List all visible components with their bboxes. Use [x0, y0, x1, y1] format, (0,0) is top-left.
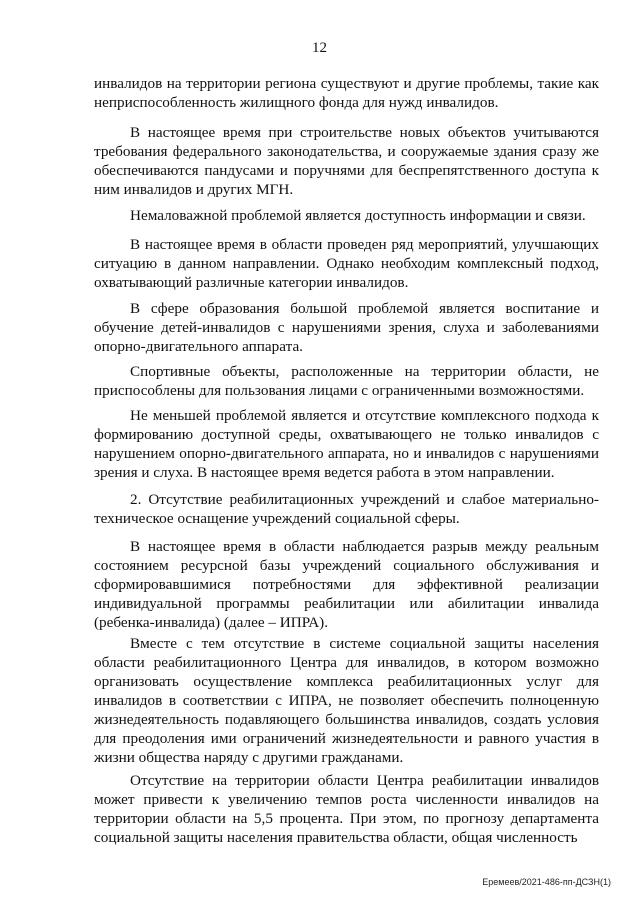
paragraph-4: В настоящее время в области проведен ряд мероприятий, улучшающих ситуацию в данном направлении. Однако необходим комплексный подход, охватывающий различные категории инвалидов.: [94, 236, 599, 291]
paragraph-7: Не меньшей проблемой является и отсутствие комплексного подхода к формированию доступной среды, охватывающего не только инвалидов с нарушением опорно-двигательного аппарата, но и инвалидов с нарушениями зрения и слуха. В настоящее время ведется работа в этом направлении.: [94, 407, 599, 481]
document-code: Еремеев/2021-486-пп-ДСЗН(1): [482, 877, 611, 887]
paragraph-10: Отсутствие на территории области Центра реабилитации инвалидов может привести к увеличению темпов роста численности инвалидов на территории области на 5,5 процента. При этом, по прогнозу департамента социальной защиты населения правительства области, общая численность: [94, 772, 599, 846]
paragraph-8: В настоящее время в области наблюдается разрыв между реальным состоянием ресурсной базы учреждений социального обслуживания и сформировавшимися потребностями для эффективной реализации индивидуальной программы реабилитации или абилитации инвалида (ребенка-инвалида) (далее – ИПРА).: [94, 538, 599, 631]
paragraph-6: Спортивные объекты, расположенные на территории области, не приспособлены для пользования лицами с ограниченными возможностями.: [94, 363, 599, 399]
page-number: 12: [312, 40, 327, 56]
paragraph-2: В настоящее время при строительстве новых объектов учитываются требования федерального законодательства, и сооружаемые здания сразу же обеспечиваются пандусами и поручнями для беспрепятственного доступа к ним инвалидов и других МГН.: [94, 124, 599, 198]
paragraph-9: Вместе с тем отсутствие в системе социальной защиты населения области реабилитационного Центра для инвалидов, в котором возможно организовать осуществление комплекса реабилитационных услуг для инвалидов в соответствии с ИПРА, не позволяет обеспечить полноценную жизнедеятельность подавляющего большинства инвалидов, создать условия для преодоления ими ограничений жизнедеятельности и равного участия в жизни общества наряду с другими гражданами.: [94, 635, 599, 766]
section-heading: 2. Отсутствие реабилитационных учреждений и слабое материально-техническое оснащение учреждений социальной сферы.: [94, 491, 599, 527]
paragraph-5: В сфере образования большой проблемой является воспитание и обучение детей-инвалидов с нарушениями зрения, слуха и заболеваниями опорно-двигательного аппарата.: [94, 300, 599, 355]
paragraph-1: инвалидов на территории региона существуют и другие проблемы, такие как неприспособленность жилищного фонда для нужд инвалидов.: [94, 75, 599, 111]
paragraph-3: Немаловажной проблемой является доступность информации и связи.: [130, 207, 586, 224]
